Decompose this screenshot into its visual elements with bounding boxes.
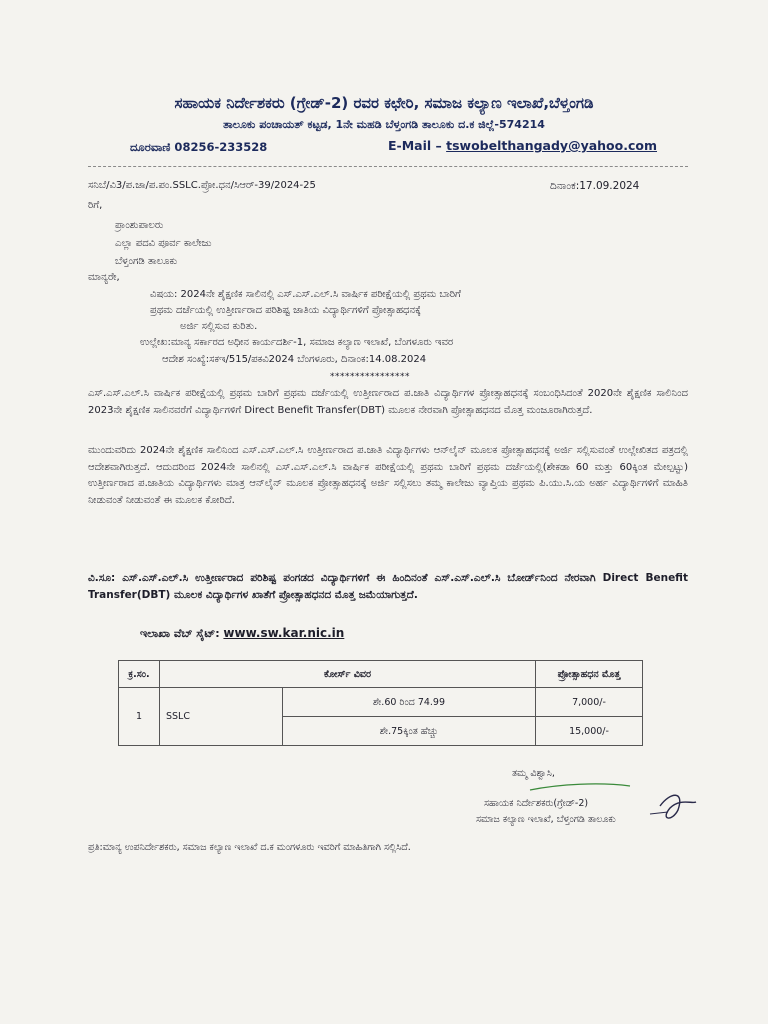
- addressee-line: ಪ್ರಾಂಶುಪಾಲರು: [115, 220, 164, 231]
- copy-to-line: ಪ್ರತಿ:ಮಾನ್ಯ ಉಪನಿರ್ದೇಶಕರು, ಸಮಾಜ ಕಲ್ಯಾಣ ಇಲಾಖೆ ದ.ಕ ಮಂಗಳೂರು ಇವರಿಗೆ ಮಾಹಿತಿಗಾಗಿ ಸಲ್ಲಿಸಿದೆ.: [88, 842, 411, 853]
- office-address: ತಾಲೂಕು ಪಂಚಾಯತ್ ಕಟ್ಟಡ, 1ನೇ ಮಹಡಿ ಬೆಳ್ತಂಗಡಿ ತಾಲೂಕು ದ.ಕ ಜಿಲ್ಲೆ-574214: [223, 118, 545, 131]
- table-header: ಕ್ರ.ಸಂ.: [119, 661, 160, 688]
- signatory-role: ಸಹಾಯಕ ನಿರ್ದೇಶಕರು(ಗ್ರೇಡ್-2): [484, 798, 589, 809]
- letter-date: ದಿನಾಂಕ:17.09.2024: [550, 180, 640, 192]
- note-paragraph: ವಿ.ಸೂ: ಎಸ್.ಎಸ್.ಎಲ್.ಸಿ ಉತ್ತೀರ್ಣರಾದ ಪರಿಶಿಷ್ಟ ಪಂಗಡದ ವಿದ್ಯಾರ್ಥಿಗಳಿಗೆ ಈ ಹಿಂದಿನಂತೆ ಎಸ್.ಎಸ್.ಎಲ್.ಸಿ ಬೋರ್ಡ್‌ನಿಂದ ನೇರವಾಗಿ Direct Benefit Transfer(DBT) ಮೂಲಕ ವಿದ್ಯಾರ್ಥಿಗಳ ಖಾತೆಗೆ ಪ್ರೋತ್ಸಾಹಧನದ ಮೊತ್ತ ಜಮೆಯಾಗುತ್ತದೆ.: [88, 572, 688, 601]
- table-row: [119, 688, 643, 717]
- subject-line: ಪ್ರಥಮ ದರ್ಜೆಯಲ್ಲಿ ಉತ್ತೀರ್ಣರಾದ ಪರಿಶಿಷ್ಟ ಜಾತಿಯ ವಿದ್ಯಾರ್ಥಿಗಳಿಗೆ ಪ್ರೋತ್ಸಾಹಧನಕ್ಕೆ: [150, 305, 421, 316]
- office-title: ಸಹಾಯಕ ನಿರ್ದೇಶಕರು (ಗ್ರೇಡ್-2) ರವರ ಕಛೇರಿ, ಸಮಾಜ ಕಲ್ಯಾಣ ಇಲಾಖೆ,ಬೆಳ್ತಂಗಡಿ: [174, 94, 594, 112]
- table-header: ಕೋರ್ಸ್ ವಿವರ: [160, 661, 536, 688]
- table-header: ಪ್ರೋತ್ಸಾಹಧನ ಮೊತ್ತ: [536, 661, 643, 688]
- subject-line: ಅರ್ಜಿ ಸಲ್ಲಿಸುವ ಕುರಿತು.: [180, 321, 258, 332]
- body-paragraph: ಎಸ್.ಎಸ್.ಎಲ್.ಸಿ ವಾರ್ಷಿಕ ಪರೀಕ್ಷೆಯಲ್ಲಿ ಪ್ರಥಮ ಬಾರಿಗೆ ಪ್ರಥಮ ದರ್ಜೆಯಲ್ಲಿ ಉತ್ತೀರ್ಣರಾದ ಪ.ಜಾತಿ ವಿದ್ಯಾರ್ಥಿಗಳ ಪ್ರೋತ್ಸಾಹಧನಕ್ಕೆ ಸಂಬಂಧಿಸಿದಂತೆ 2020ನೇ ಶೈಕ್ಷಣಿಕ ಸಾಲಿನಿಂದ 2023ನೇ ಶೈಕ್ಷಣಿಕ ಸಾಲಿನವರೆಗೆ ವಿದ್ಯಾರ್ಥಿಗಳಿಗೆ Direct Benefit Transfer(DBT) ಮೂಲಕ ನೇರವಾಗಿ ಪ್ರೋತ್ಸಾಹಧನದ ಮೊತ್ತ ಮಂಜೂರಾಗಿರುತ್ತದೆ.: [88, 388, 688, 416]
- website-label: ಇಲಾಖಾ ವೆಬ್ ಸೈಟ್:: [140, 627, 224, 640]
- incentive-table: [118, 660, 643, 746]
- reference-number: ಸನಿಬೆ/ವಿ3/ಪ.ಜಾ/ಪ.ಪಂ.SSLC.ಪ್ರೋ.ಧನ/ಸಿಆರ್-39/2024-25: [88, 180, 316, 191]
- body-paragraph: ಮುಂದುವರಿದು 2024ನೇ ಶೈಕ್ಷಣಿಕ ಸಾಲಿನಿಂದ ಎಸ್.ಎಸ್.ಎಲ್.ಸಿ ಉತ್ತೀರ್ಣರಾದ ಪ.ಜಾತಿ ವಿದ್ಯಾರ್ಥಿಗಳು ಆನ್‌ಲೈನ್ ಮೂಲಕ ಪ್ರೋತ್ಸಾಹಧನಕ್ಕೆ ಅರ್ಜಿ ಸಲ್ಲಿಸುವಂತೆ ಉಲ್ಲೇಖಿತದ ಪತ್ರದಲ್ಲಿ ಆದೇಶವಾಗಿರುತ್ತದೆ. ಆದುದರಿಂದ 2024ನೇ ಸಾಲಿನಲ್ಲಿ ಎಸ್.ಎಸ್.ಎಲ್.ಸಿ ವಾರ್ಷಿಕ ಪರೀಕ್ಷೆಯಲ್ಲಿ ಪ್ರಥಮ ಬಾರಿಗೆ ಪ್ರಥಮ ದರ್ಜೆಯಲ್ಲಿ(ಶೇಕಡಾ 60 ಮತ್ತು 60ಕ್ಕಿಂತ ಮೇಲ್ಪಟ್ಟು) ಉತ್ತೀರ್ಣರಾದ ಪ.ಜಾತಿಯ ವಿದ್ಯಾರ್ಥಿಗಳು ಮಾತ್ರ ಆನ್‌ಲೈನ್ ಮೂಲಕ ಪ್ರೋತ್ಸಾಹಧನಕ್ಕೆ ಅರ್ಜಿ ಸಲ್ಲಿಸಲು ತಮ್ಮ ಕಾಲೇಜು ವ್ಯಾಪ್ತಿಯ ಪ್ರಥಮ ಪಿ.ಯು.ಸಿ.ಯ ಅರ್ಹ ವಿದ್ಯಾರ್ಥಿಗಳಿಗೆ ಮಾಹಿತಿ ನೀಡುವಂತೆ ನೀಡುವಂತೆ ಈ ಮೂಲಕ ಕೋರಿದೆ.: [88, 445, 688, 506]
- serial-cell: 1: [119, 688, 160, 746]
- amount-cell: 7,000/-: [536, 688, 643, 717]
- reference-line: ಉಲ್ಲೇಖ:ಮಾನ್ಯ ಸರ್ಕಾರದ ಅಧೀನ ಕಾರ್ಯದರ್ಶಿ-1, ಸಮಾಜ ಕಲ್ಯಾಣ ಇಲಾಖೆ, ಬೆಂಗಳೂರು ಇವರ: [140, 337, 454, 348]
- email-label: E-Mail –: [388, 138, 447, 153]
- subject-line: ವಿಷಯ: 2024ನೇ ಶೈಕ್ಷಣಿಕ ಸಾಲಿನಲ್ಲಿ ಎಸ್.ಎಸ್.ಎಲ್.ಸಿ ವಾರ್ಷಿಕ ಪರೀಕ್ಷೆಯಲ್ಲಿ ಪ್ರಥಮ ಬಾರಿಗೆ: [150, 289, 461, 300]
- header-divider: [88, 166, 688, 167]
- signatory-department: ಸಮಾಜ ಕಲ್ಯಾಣ ಇಲಾಖೆ, ಬೆಳ್ತಂಗಡಿ ತಾಲೂಕು: [476, 814, 616, 825]
- addressee-line: ಬೆಳ್ತಂಗಡಿ ತಾಲೂಕು: [115, 256, 178, 267]
- website-line: [140, 626, 344, 641]
- closing-line: ತಮ್ಮ ವಿಶ್ವಾಸಿ,: [512, 768, 555, 779]
- range-cell: ಶೇ.60 ರಿಂದ 74.99: [283, 688, 536, 717]
- table-header-row: [119, 661, 643, 688]
- office-email: [388, 138, 657, 153]
- amount-cell: 15,000/-: [536, 717, 643, 746]
- range-cell: ಶೇ.75ಕ್ಕಿಂತ ಹೆಚ್ಚು: [283, 717, 536, 746]
- separator-stars: ****************: [330, 372, 410, 382]
- to-line: ರಿಗೆ,: [88, 200, 103, 211]
- reference-line: ಆದೇಶ ಸಂಖ್ಯೆ:ಸಕಇ/515/ಪಕವಿ2024 ಬೆಂಗಳೂರು, ದಿನಾಂಕ:14.08.2024: [162, 354, 427, 365]
- office-phone: ದೂರವಾಣಿ 08256-233528: [130, 140, 268, 154]
- email-address: tswobelthangady@yahoo.com: [446, 138, 658, 153]
- addressee-line: ಎಲ್ಲಾ ಪದವಿ ಪೂರ್ವ ಕಾಲೇಜು: [115, 238, 212, 249]
- course-cell: SSLC: [160, 688, 283, 746]
- website-link[interactable]: www.sw.kar.nic.in: [223, 626, 345, 640]
- salutation: ಮಾನ್ಯರೇ,: [88, 272, 120, 283]
